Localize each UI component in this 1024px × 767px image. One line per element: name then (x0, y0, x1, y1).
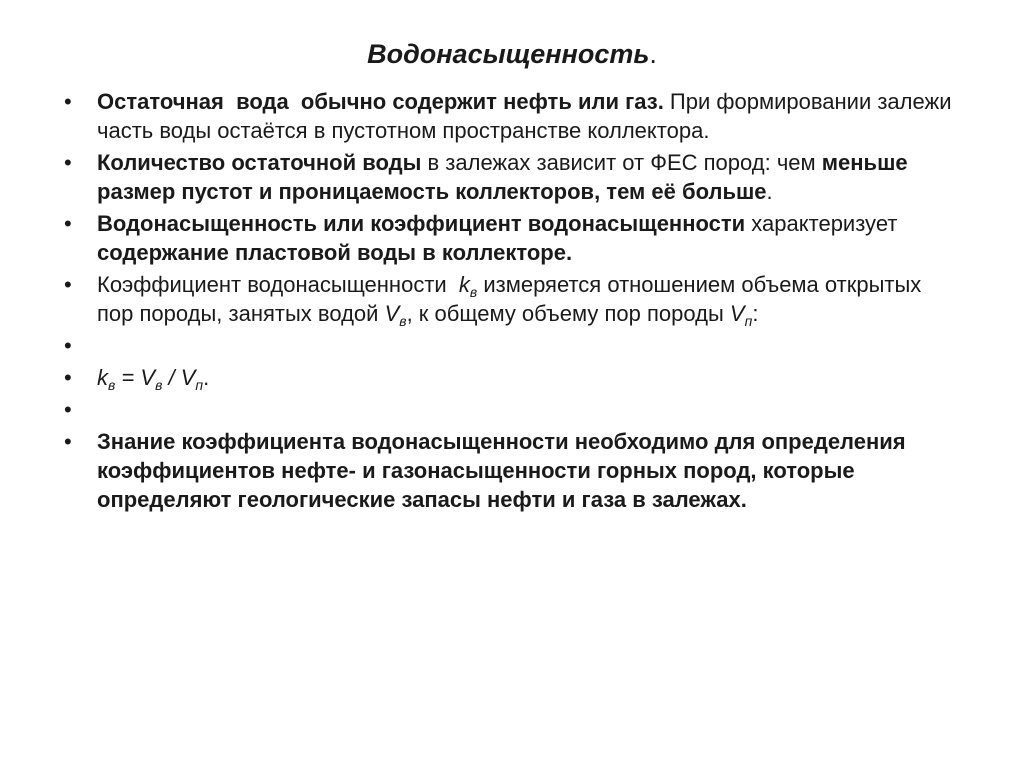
list-item (97, 209, 955, 267)
text-run: V (180, 365, 196, 390)
text-run: содержание пластовой воды в коллекторе. (97, 240, 573, 265)
list-item (97, 331, 955, 360)
text-run: характеризует (745, 211, 904, 236)
text-run: V (384, 301, 400, 326)
text-run-subscript: в (108, 377, 116, 393)
list-item (97, 427, 955, 514)
slide-title-text: Водонасыщенность (367, 39, 650, 69)
text-run: Водонасыщенность или коэффициент водонасыщенности (97, 211, 746, 236)
text-run: измеряется отношением объема открытых пор породы, занятых водой (97, 272, 928, 326)
list-item (97, 395, 955, 424)
text-run: : (752, 301, 759, 326)
text-run: . (766, 179, 773, 204)
text-run-subscript: в (399, 313, 407, 329)
text-run: k (97, 365, 108, 390)
text-run: V (729, 301, 745, 326)
text-run: V (140, 365, 156, 390)
text-run: в залежах зависит от ФЕС пород: чем (421, 150, 822, 175)
text-run-subscript: п (744, 313, 753, 329)
text-run: k (458, 272, 470, 297)
text-run: Коэффициент водонасыщенности (97, 272, 459, 297)
slide-title (0, 0, 1024, 70)
text-run-subscript: в (155, 377, 163, 393)
list-item (97, 363, 955, 392)
list-item (97, 270, 955, 328)
text-run: / (162, 365, 181, 390)
text-run: , к общему объему пор породы (406, 301, 730, 326)
text-run: При формировании залежи часть воды остаётся в пустотном пространстве коллектора. (97, 89, 958, 143)
text-run-subscript: п (195, 377, 204, 393)
list-item (97, 148, 955, 206)
text-run: меньше размер пустот и проницаемость коллекторов, тем её больше (97, 150, 914, 204)
text-run: Знание коэффициента водонасыщенности необходимо для определения коэффициентов нефте- и газонасыщенности горных пород, которые определяют геологические запасы нефти и газа в залежах. (97, 429, 912, 512)
bullet-list (0, 87, 958, 514)
slide-title-period: . (649, 39, 657, 69)
text-run: . (203, 365, 210, 390)
text-run-subscript: в (469, 284, 478, 300)
text-run: Количество остаточной воды (97, 150, 422, 175)
text-run: Остаточная вода обычно содержит нефть или газ. (97, 89, 664, 114)
text-run: = (115, 365, 141, 390)
list-item (97, 87, 958, 145)
